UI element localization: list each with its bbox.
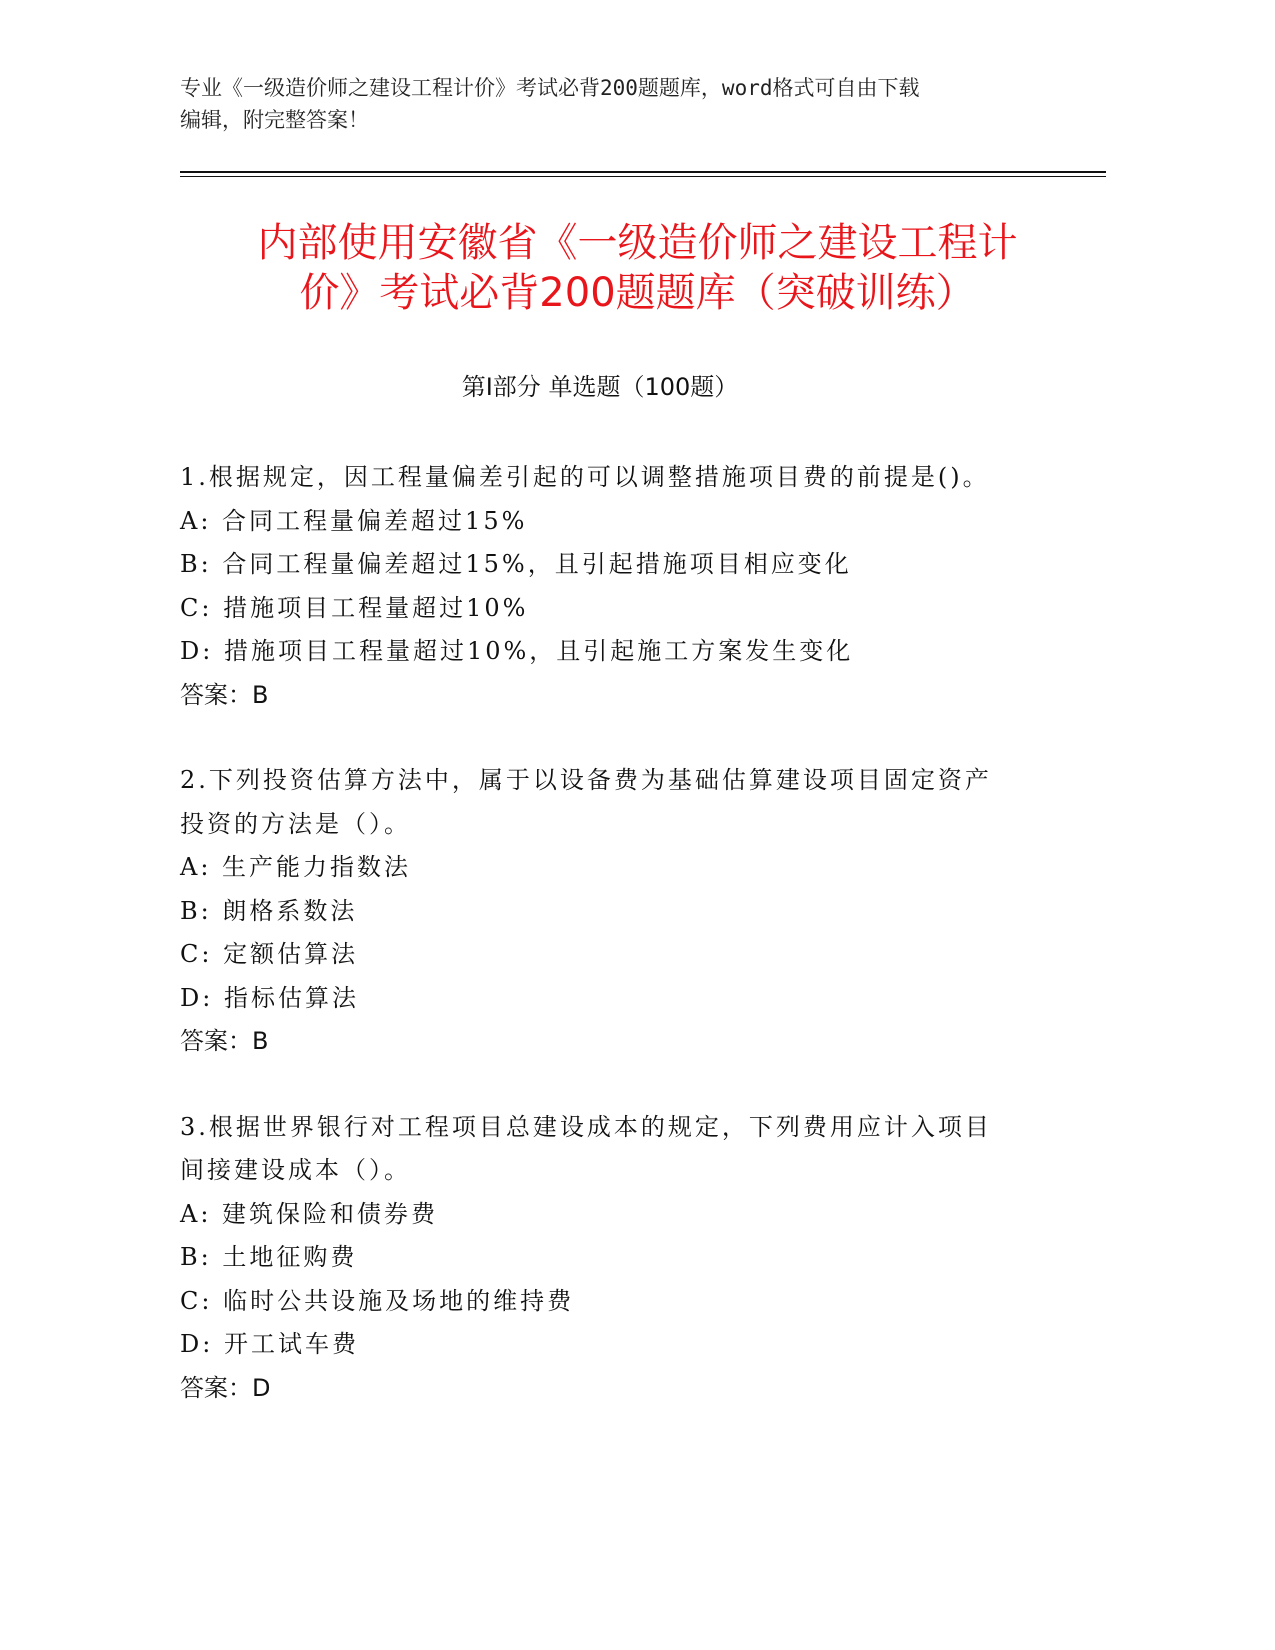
question-1 — [180, 456, 1080, 717]
section-title: 第Ⅰ部分 单选题（100题） — [461, 373, 739, 401]
header-note-line-2: 编辑，附完整答案！ — [180, 108, 369, 132]
answer-label: 答案：B — [180, 1027, 269, 1055]
document-title-line-2: 价》考试必背200题题库（突破训练） — [299, 270, 976, 316]
option-c: C: 措施项目工程量超过10% — [180, 593, 529, 622]
document-title — [150, 218, 1125, 318]
option-b: B: 朗格系数法 — [180, 896, 358, 925]
question-stem-continued: 间接建设成本（）。 — [180, 1156, 411, 1184]
question-list — [180, 456, 1080, 1452]
question-2 — [180, 759, 1080, 1064]
option-d: D: 指标估算法 — [180, 983, 359, 1012]
option-c: C: 临时公共设施及场地的维持费 — [180, 1286, 575, 1315]
option-b: B: 合同工程量偏差超过15%，且引起措施项目相应变化 — [180, 550, 852, 578]
answer-label: 答案：B — [180, 680, 269, 709]
header-note — [180, 72, 1080, 136]
option-d: D: 开工试车费 — [180, 1330, 359, 1358]
question-stem: 3.根据世界银行对工程项目总建设成本的规定，下列费用应计入项目 — [180, 1112, 992, 1141]
option-c: C: 定额估算法 — [180, 940, 359, 968]
question-stem-continued: 投资的方法是（）。 — [180, 809, 411, 838]
answer-label: 答案：D — [180, 1373, 271, 1402]
question-stem: 1.根据规定，因工程量偏差引起的可以调整措施项目费的前提是()。 — [180, 463, 990, 491]
header-rule-thin — [180, 176, 1106, 177]
question-stem: 2.下列投资估算方法中，属于以设备费为基础估算建设项目固定资产 — [180, 766, 992, 794]
header-note-line-1: 专业《一级造价师之建设工程计价》考试必背200题题库，word格式可自由下载 — [180, 76, 920, 100]
header-rule-thick — [180, 171, 1106, 173]
option-b: B: 土地征购费 — [180, 1243, 358, 1271]
option-d: D: 措施项目工程量超过10%，且引起施工方案发生变化 — [180, 637, 854, 665]
question-3 — [180, 1106, 1080, 1411]
option-a: A: 合同工程量偏差超过15% — [180, 506, 528, 535]
document-title-line-1: 内部使用安徽省《一级造价师之建设工程计 — [257, 220, 1018, 266]
option-a: A: 建筑保险和债券费 — [180, 1199, 439, 1228]
option-a: A: 生产能力指数法 — [180, 853, 412, 881]
